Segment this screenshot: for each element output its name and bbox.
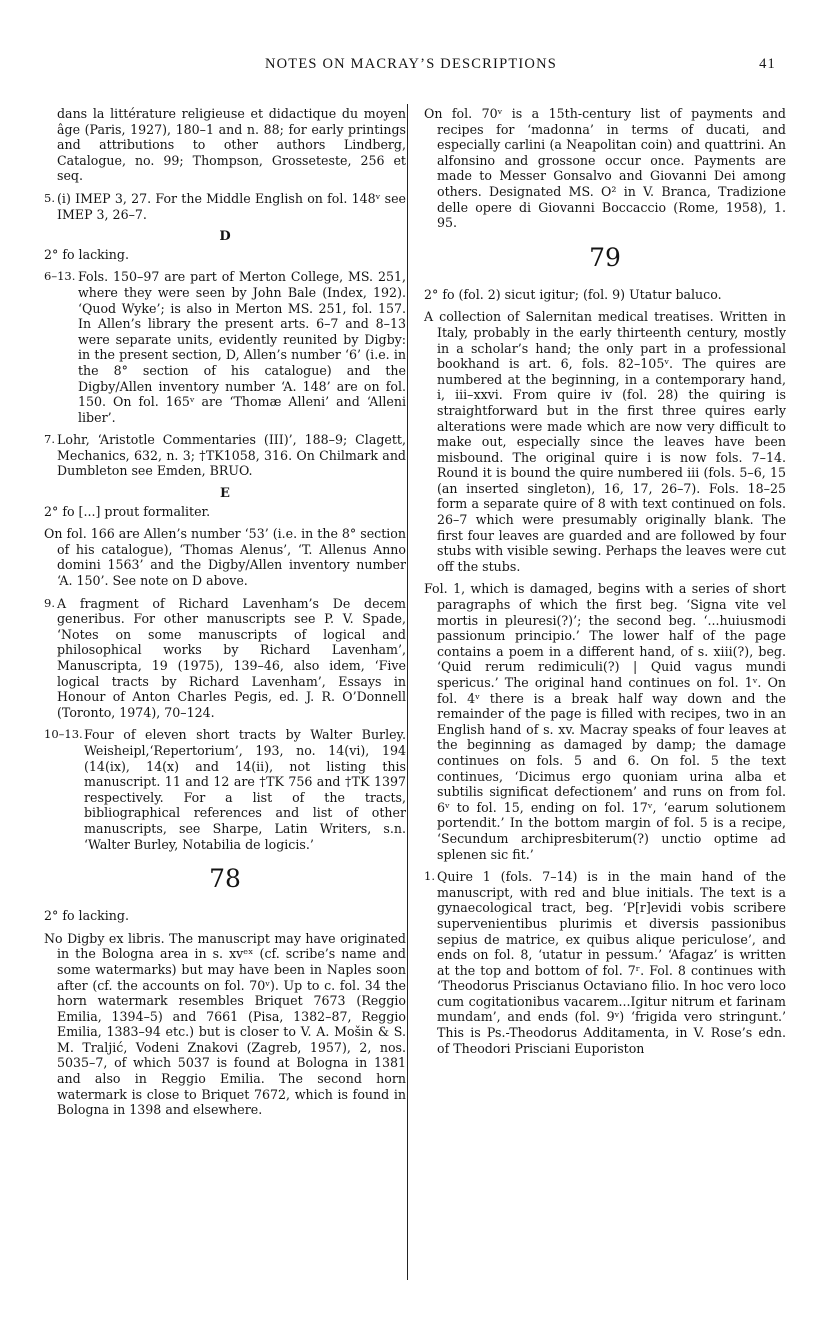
- manuscript-number: 78: [209, 864, 241, 894]
- manuscript-number: 79: [589, 242, 621, 272]
- note-number: 5.: [44, 190, 55, 205]
- note-item: [424, 869, 786, 1056]
- left-column: [44, 106, 406, 1125]
- note-number: 7.: [44, 432, 55, 447]
- note-text: Fols. 150–97 are part of Merton College, MS. 251, where they were seen by John Bale (Index, 192). ‘Quod Wyke’; is also in Merton MS. 251, fol. 157. In Allen’s library the present arts. 6–7 and 8–13 were separate units, evidently reunited by Digby: in the present section, D, Allen’s number ‘6’ (i.e. in the 8° section of his catalogue) and the Digby/Allen inventory number ‘A. 148’ are on fol. 150. On fol. 165ᵛ are ‘Thomæ Alleni’ and ‘Alleni liber’.: [78, 269, 406, 425]
- note-item: [44, 596, 406, 721]
- note-text: Quire 1 (fols. 7–14) is in the main hand of the manuscript, with red and blue initials. The text is a gynaecological tract, beg. ‘P[r]evidi vobis scribere supervenientibus plurimis et diversis passionibus sepius de matrice, ex quibus alique periculose’, and ends on fol. 8, ‘utatur in pessum.’ ‘Afagaz’ is written at the top and bottom of fol. 7ʳ. Fol. 8 continues with ‘Theodorus Priscianus Octaviano filio. In hoc vero loco cum cogitationibus vacarem...Igitur nitrum et farinam mundam’, and ends (fol. 9ᵛ) ‘frigida vero stringunt.’ This is Ps.-Theodorus Additamenta, in V. Rose’s edn. of Theodori Prisciani Euporiston: [437, 869, 786, 1056]
- folio-line: 2° fo [...] prout formaliter.: [44, 503, 211, 519]
- note-item: [44, 432, 406, 479]
- note-number: 10–13.: [44, 727, 83, 742]
- note-text: Four of eleven short tracts by Walter Burley. Weisheipl,‘Repertorium’, 193, no. 14(vi), 194 (14(ix), 14(x) and 14(ii), not listing this manuscript. 11 and 12 are †TK 756 and †TK 1397 respectively. For a list of the tracts, bibliographical references and list of other manuscripts, see Sharpe, Latin Writers, s.n. ‘Walter Burley, Notabilia de logicis.’: [84, 727, 406, 852]
- right-column: [424, 106, 786, 1063]
- paragraph: dans la littérature religieuse et didactique du moyen âge (Paris, 1927), 180–1 and n. 88; for early printings and attributions to other authors Lindberg, Catalogue, no. 99; Thompson, Grosseteste, 256 et seq.: [57, 106, 406, 184]
- note-text: Lohr, ‘Aristotle Commentaries (III)’, 188–9; Clagett, Mechanics, 632, n. 3; †TK1058, 316. On Chilmark and Dumbleton see Emden, BRUO.: [57, 432, 406, 479]
- section-letter: D: [219, 229, 231, 245]
- page-number: 41: [759, 56, 776, 72]
- paragraph: On fol. 70ᵛ is a 15th-century list of payments and recipes for ‘madonna’ in terms of ducati, and especially carlini (a Neapolitan coin) and quattrini. An alfonsino and grossone occur once. Payments are made to Messer Gonsalvo and Giovanni Dei among others. Designated MS. O² in V. Branca, Tradizione delle opere di Giovanni Boccaccio (Rome, 1958), 1. 95.: [424, 106, 786, 231]
- note-number: 9.: [44, 595, 55, 610]
- note-item: [44, 727, 406, 852]
- paragraph: No Digby ex libris. The manuscript may have originated in the Bologna area in s. xvᵉˣ (cf. scribe’s name and some watermarks) but may have been in Naples soon after (cf. the accounts on fol. 70ᵛ). Up to c. fol. 34 the horn watermark resembles Briquet 7673 (Reggio Emilia, 1394–5) and 7661 (Pisa, 1382–87, Reggio Emilia, 1383–94 etc.) but is closer to V. A. Mošin & S. M. Traljić, Vodeni Znakovi (Zagreb, 1957), 2, nos. 5035–7, of which 5037 is found at Bologna in 1381 and also in Reggio Emilia. The second horn watermark is close to Briquet 7672, which is found in Bologna in 1398 and elsewhere.: [44, 930, 406, 1118]
- running-head: [46, 56, 776, 76]
- column-divider: [407, 104, 408, 1280]
- note-item: [44, 191, 406, 222]
- note-item: [44, 269, 406, 425]
- folio-line: 2° fo (fol. 2) sicut igitur; (fol. 9) Utatur baluco.: [424, 286, 722, 302]
- paragraph: On fol. 166 are Allen’s number ‘53’ (i.e. in the 8° section of his catalogue), ‘Thomas Alenus’, ‘T. Allenus Anno domini 1563’ and the Digby/Allen inventory number ‘A. 150’. See note on D above.: [44, 526, 406, 589]
- note-number: 1.: [424, 869, 435, 884]
- note-text: (i) IMEP 3, 27. For the Middle English on fol. 148ᵛ see IMEP 3, 26–7.: [57, 190, 406, 222]
- running-title: NOTES ON MACRAY’S DESCRIPTIONS: [264, 56, 558, 72]
- section-letter: E: [220, 486, 230, 502]
- folio-line: 2° fo lacking.: [44, 246, 129, 262]
- folio-line: 2° fo lacking.: [44, 908, 129, 924]
- paragraph: A collection of Salernitan medical treatises. Written in Italy, probably in the early thirteenth century, mostly in a scholar’s hand; the only part in a professional bookhand is art. 6, fols. 82–105ᵛ. The quires are numbered at the beginning, in a contemporary hand, i, iii–xxvi. From quire iv (fol. 28) the quiring is straightforward but in the first three quires early alterations were made which are now very difficult to make out, especially since the leaves have been misbound. The original quire i is now fols. 7–14. Round it is bound the quire numbered iii (fols. 5–6, 15 (an inserted singleton), 16, 17, 26–7). Fols. 18–25 form a separate quire of 8 with text continued on fols. 26–7 which were presumably originally blank. The first four leaves are guarded and are followed by four stubs with visible sewing. Perhaps the leaves were cut off the stubs.: [424, 309, 786, 574]
- paragraph: Fol. 1, which is damaged, begins with a series of short paragraphs of which the first beg. ‘Signa vite vel mortis in pleuresi(?)’; the second beg. ‘...huiusmodi passionum principio.’ The lower half of the page contains a poem in a different hand, of s. xiii(?), beg. ‘Quid rerum redimiculi(?) | Quid vagus mundi spericus.’ The original hand continues on fol. 1ᵛ. On fol. 4ᵛ there is a break half way down and the remainder of the page is filled with recipes, two in an English hand of s. xv. Macray speaks of four leaves at the beginning as damaged by damp; the damage continues on fols. 5 and 6. On fol. 5 the text continues, ‘Dicimus ergo quoniam urina alba et subtilis significat defectionem’ and runs on from fol. 6ᵛ to fol. 15, ending on fol. 17ᵛ, ‘earum solutionem portendit.’ In the bottom margin of fol. 5 is a recipe, ‘Secundum archipresbiterum(?) unctio optime ad splenen sic fit.’: [424, 581, 786, 862]
- note-number: 6–13.: [44, 269, 76, 284]
- note-text: A fragment of Richard Lavenham’s De decem generibus. For other manuscripts see P. V. Spade, ‘Notes on some manuscripts of logical and philosophical works by Richard Lavenham’, Manuscripta, 19 (1975), 139–46, also idem, ‘Five logical tracts by Richard Lavenham’, Essays in Honour of Anton Charles Pegis, ed. J. R. O’Donnell (Toronto, 1974), 70–124.: [57, 595, 406, 720]
